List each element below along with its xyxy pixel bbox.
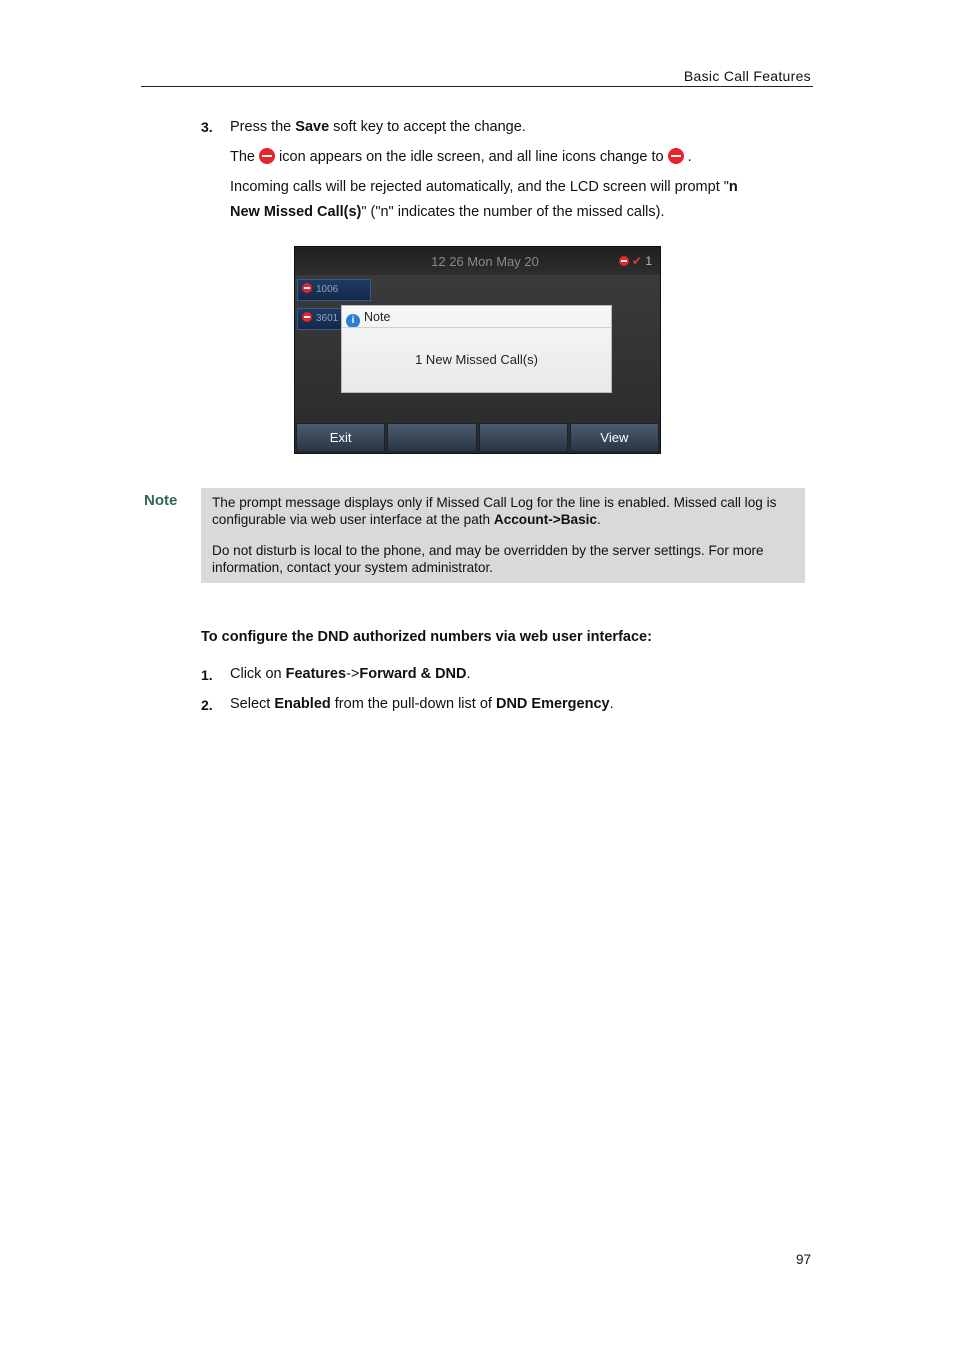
phone-clock: 12 26 Mon May 20	[431, 254, 539, 269]
save-softkey-name: Save	[295, 119, 330, 135]
step-text: Select	[230, 696, 275, 712]
step-3-text: Press the	[230, 119, 296, 135]
step-3-line-1	[230, 115, 526, 140]
dnd-line-icon	[668, 148, 684, 164]
missed-call-popup	[341, 305, 612, 393]
phone-status-icons	[619, 254, 652, 268]
missed-call-prompt-text: New Missed Call(s)	[230, 204, 362, 220]
step-3-line-2	[230, 145, 692, 170]
dnd-status-icon	[619, 256, 629, 266]
note-box	[201, 488, 805, 583]
missed-call-icon: ✔	[631, 254, 642, 268]
missed-call-count-token: n	[728, 179, 738, 195]
step-3-text: " ("n" indicates the number of the missed calls).	[361, 204, 665, 220]
step-3-text: soft key to accept the change.	[329, 119, 526, 135]
step-2-text	[230, 692, 614, 717]
section-heading: To configure the DND authorized numbers via web user interface:	[201, 629, 652, 645]
phone-status-bar	[295, 247, 660, 275]
popup-divider	[342, 327, 611, 328]
line-key-label: 1006	[316, 284, 339, 295]
step-2-number: 2.	[201, 697, 213, 713]
softkey-bar	[295, 423, 660, 453]
step-3-number: 3.	[201, 119, 213, 135]
note-paragraph-2: Do not disturb is local to the phone, and may be overridden by the server settings. For more information, contact your system administrator.	[212, 543, 764, 575]
line-key-1[interactable]	[297, 279, 371, 301]
step-text: ->	[346, 666, 360, 682]
running-header: Basic Call Features	[683, 68, 811, 84]
popup-message: 1 New Missed Call(s)	[415, 352, 538, 367]
blank-softkey-2[interactable]	[387, 423, 476, 452]
step-text: .	[609, 696, 614, 712]
line-key-label: 3601	[316, 313, 339, 324]
field-dnd-emergency: DND Emergency	[495, 696, 610, 712]
popup-title	[346, 308, 390, 326]
page-number: 97	[795, 1252, 811, 1267]
option-enabled: Enabled	[274, 696, 331, 712]
step-3-text: icon appears on the idle screen, and all line icons change to	[275, 149, 668, 165]
step-text: Click on	[230, 666, 286, 682]
popup-title-text: Note	[364, 310, 391, 324]
menu-features: Features	[285, 666, 347, 682]
info-icon: i	[346, 314, 360, 328]
note-text: .	[597, 512, 601, 527]
step-1-number: 1.	[201, 667, 213, 683]
step-1-text	[230, 662, 471, 687]
phone-lcd-screenshot	[294, 246, 661, 454]
step-3-text: Incoming calls will be rejected automatically, and the LCD screen will prompt "	[230, 179, 729, 195]
step-text: .	[466, 666, 471, 682]
dnd-line-icon	[302, 312, 312, 322]
header-rule	[141, 86, 813, 87]
note-paragraph-1	[212, 494, 794, 528]
blank-softkey-3[interactable]	[479, 423, 568, 452]
dnd-line-icon	[302, 283, 312, 293]
note-text: The prompt message displays only if Missed Call Log for the line is enabled. Missed call log is configurable via web user interface at the path	[212, 495, 777, 527]
missed-call-count: 1	[645, 254, 652, 268]
menu-forward-dnd: Forward & DND	[359, 666, 467, 682]
step-text: from the pull-down list of	[330, 696, 496, 712]
dnd-icon	[259, 148, 275, 164]
exit-softkey[interactable]: Exit	[296, 423, 385, 452]
note-label: Note	[144, 492, 178, 509]
step-3-text: The	[230, 149, 260, 165]
view-softkey[interactable]: View	[570, 423, 659, 452]
step-3-paragraph	[230, 175, 790, 225]
note-path: Account->Basic	[493, 512, 597, 527]
step-3-text: .	[683, 149, 692, 165]
